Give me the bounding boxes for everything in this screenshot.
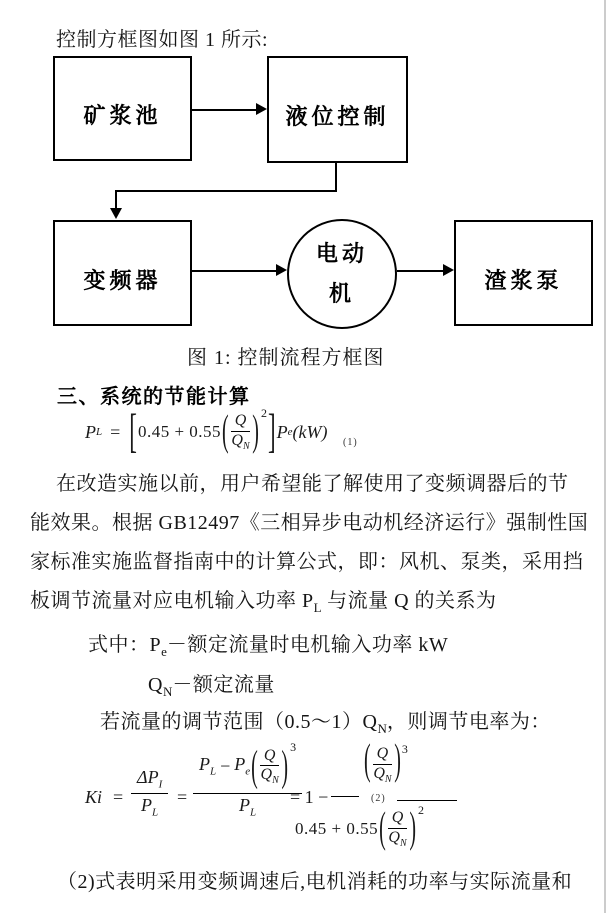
arrow-motor-to-pump-head <box>443 264 454 276</box>
arrow-pool-to-control-head <box>256 103 267 115</box>
formula-2: Ki = $\Delta P_I$ $P_L$ = $P_L$ − $P_e$ ( Q $Q_N$ ) 3 $P_L$ = 1 − ( Q $Q_N$ ) 3 (2) 0.45 + 0.55 ( Q $Q_N$ ) 2 <box>85 742 445 858</box>
f1-paren-open: ( <box>222 407 229 455</box>
f2-denominator-overbar <box>397 800 457 801</box>
body-line-4: 板调节流量对应电机输入功率 $P_L$ 与流量 Q 的关系为 <box>30 590 497 615</box>
arrow-inverter-to-motor-head <box>276 264 287 276</box>
section-heading: 三、系统的节能计算 <box>57 386 251 408</box>
figure-caption: 图 1: 控制流程方框图 <box>187 347 385 369</box>
feedback-line-vertical-2 <box>115 190 117 209</box>
motor-circle <box>287 219 397 329</box>
box-pump <box>454 220 593 326</box>
motor-label: 电动 机 <box>315 241 368 306</box>
f2-last-numerator: ( Q $Q_N$ ) 3 <box>364 742 408 785</box>
f2-last-denominator: 0.45 + 0.55 ( Q $Q_N$ ) 2 <box>295 802 424 852</box>
closing-line: （2)式表明采用变频调速后,电机消耗的功率与实际流量和 <box>57 871 573 893</box>
condition-line: 若流量的调节范围$(0.5\sim 1)Q_N$，则调节电率为： <box>100 711 551 736</box>
f1-PL: P <box>85 421 96 442</box>
where-line-Pe: 式中：$P_e-$额定流量时电机输入功率 kW <box>88 634 449 659</box>
feedback-arrow-head <box>110 208 122 219</box>
page-edge-line <box>604 0 606 913</box>
box-inverter <box>53 220 192 326</box>
f1-bracket-close: ] <box>267 405 276 457</box>
intro-line: 控制方框图如图 1 所示: <box>56 29 269 51</box>
f2-equals-one-minus: = 1 − <box>290 787 329 807</box>
body-line-1: 在改造实施以前，用户希望能了解使用了变频调器后的节 <box>56 473 569 495</box>
formula-1: P L = [ 0.45 + 0.55 ( Q $Q_N$ ) 2 ] P e (kW) <box>85 408 328 456</box>
feedback-line-vertical-1 <box>335 163 337 192</box>
f2-dPI-over-PL: $\Delta P_I$ $P_L$ <box>131 768 168 818</box>
arrow-motor-to-pump-line <box>397 270 444 272</box>
f1-coefficients: 0.45 + 0.55 <box>137 422 222 441</box>
box-level-control <box>267 56 408 163</box>
body-line-2: 能效果。根据 GB12497《三相异步电动机经济运行》强制性国 <box>30 512 589 534</box>
f1-Q-over-QN: Q $Q_N$ <box>231 412 250 452</box>
formula-1-number: (1) <box>343 437 358 448</box>
box-slurry-pool-label: 矿浆池 <box>83 103 162 128</box>
f1-exponent: 2 <box>260 405 267 420</box>
box-inverter-label: 变频器 <box>83 267 162 293</box>
f2-short-fraction-bar <box>331 796 359 797</box>
f2-Ki: Ki <box>85 787 103 807</box>
formula-2-number: (2) <box>371 793 386 804</box>
where-line-QN: $Q_N-$额定流量 <box>148 674 275 699</box>
box-level-control-label: 液位控制 <box>285 104 390 129</box>
f1-paren-close: ) <box>252 407 259 455</box>
arrow-pool-to-control-line <box>192 109 258 111</box>
feedback-line-horizontal <box>115 190 337 192</box>
f1-bracket-open: [ <box>129 405 137 457</box>
arrow-inverter-to-motor-line <box>192 270 277 272</box>
f1-unit: (kW) <box>292 421 328 442</box>
f2-Q-over-QN: Q $Q_N$ <box>260 746 279 787</box>
body-line-3: 家标准实施监督指南中的计算公式，即：风机、泵类，采用挡 <box>30 551 584 573</box>
f2-main-fraction: $P_L$ − $P_e$ ( Q $Q_N$ ) 3 $P_L$ <box>193 742 302 819</box>
f1-Pe: P <box>276 421 288 442</box>
box-pump-label: 渣浆泵 <box>484 267 563 293</box>
box-slurry-pool <box>53 56 192 161</box>
